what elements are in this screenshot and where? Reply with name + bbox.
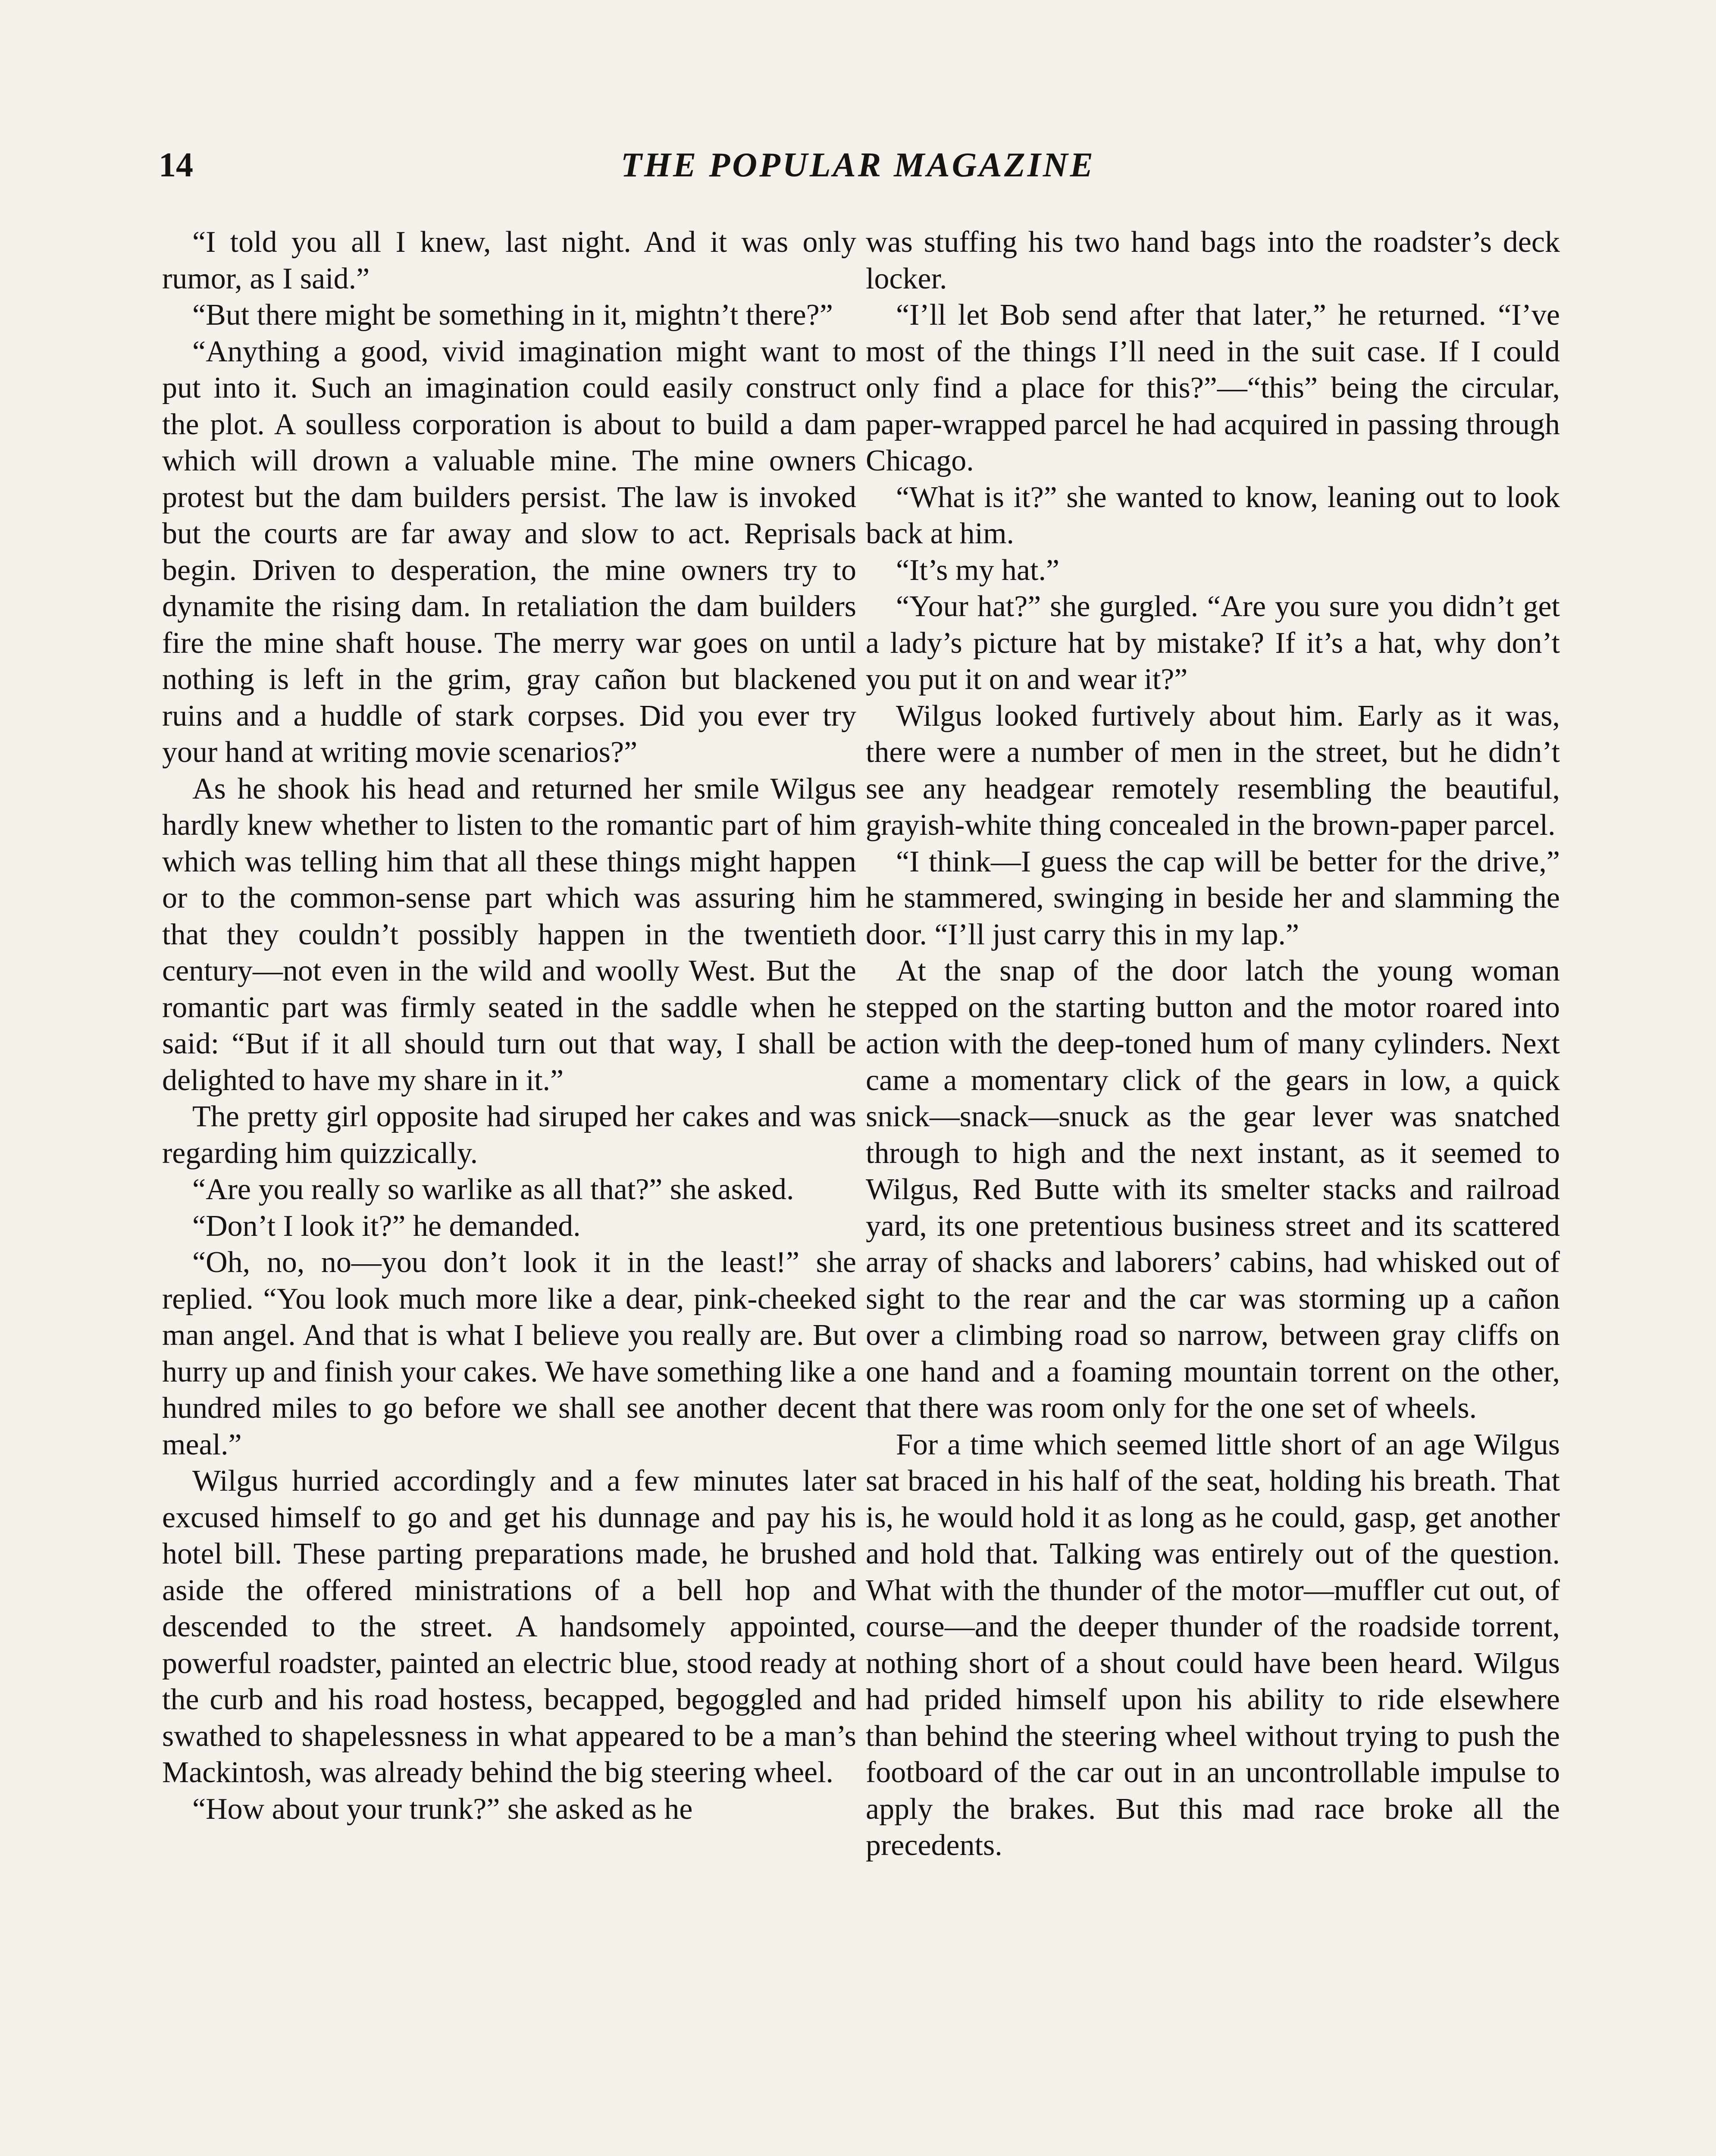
paragraph: At the snap of the door latch the young woman stepped on the starting button and the motor roared into action with the deep-toned hum of many cylinders. Next came a momentary click of the gears in low, a quick snick—snack—snuck as the gear lever was snatched through to high and the next instant, as it seemed to Wilgus, Red Butte with its smelter stacks and railroad yard, its one pretentious business street and its scattered array of shacks and laborers’ cabins, had whisked out of sight to the rear and the car was storming up a cañon over a climbing road so narrow, between gray cliffs on one hand and a foaming mountain torrent on the other, that there was room only for the one set of wheels. [866, 954, 1560, 1425]
paragraph: “How about your trunk?” she asked as he [192, 1792, 693, 1826]
paragraph-continued: was stuffing his two hand bags into the roadster’s deck locker. [866, 226, 1560, 295]
paragraph: Wilgus looked furtively about him. Early as it was, there were a number of men in the street, but he didn’t see any headgear remotely resembling the beautiful, grayish-white thing concealed in the brown-paper parcel. [866, 699, 1560, 842]
page-number: 14 [159, 146, 193, 184]
paragraph: “Don’t I look it?” he demanded. [192, 1209, 581, 1243]
paragraph: As he shook his head and returned her smile Wilgus hardly knew whether to listen to the romantic part of him which was telling him that all these things might happen or to the common-sense part which was assuring him that they couldn’t possibly happen in the twentieth century—not even in the wild and woolly West. But the romantic part was firmly seated in the saddle when he said: “But if it all should turn out that way, I shall be delighted to have my share in it.” [162, 772, 856, 1097]
paragraph: The pretty girl opposite had siruped her cakes and was regarding him quizzically. [162, 1100, 856, 1170]
paragraph: “I think—I guess the cap will be better for the drive,” he stammered, swinging in beside her and slamming the door. “I’ll just carry this in my lap.” [866, 845, 1560, 951]
paragraph: “I told you all I knew, last night. And it was only rumor, as I said.” [162, 226, 856, 295]
paragraph: “Your hat?” she gurgled. “Are you sure you didn’t get a lady’s picture hat by mistake? If it’s a hat, why don’t you put it on and wear it?” [866, 590, 1560, 696]
running-head: THE POPULAR MAGAZINE [620, 146, 1096, 184]
paragraph: “Are you really so warlike as all that?” she asked. [192, 1173, 794, 1206]
paragraph: Wilgus hurried accordingly and a few minutes later excused himself to go and get his dunnage and pay his hotel bill. These parting preparations made, he brushed aside the offered ministrations of a bell hop and descended to the street. A handsomely appointed, powerful roadster, painted an electric blue, stood ready at the curb and his road hostess, becapped, begoggled and swathed to shapelessness in what appeared to be a man’s Mackintosh, was already behind the big steering wheel. [162, 1464, 856, 1789]
right-column [866, 224, 1560, 2156]
paragraph: “Anything a good, vivid imagination might want to put into it. Such an imagination could easily construct the plot. A soulless corporation is about to build a dam which will drown a valuable mine. The mine owners protest but the dam builders persist. The law is invoked but the courts are far away and slow to act. Reprisals begin. Driven to desperation, the mine owners try to dynamite the rising dam. In retaliation the dam builders fire the mine shaft house. The merry war goes on until nothing is left in the grim, gray cañon but blackened ruins and a huddle of stark corpses. Did you ever try your hand at writing movie scenarios?” [162, 335, 856, 769]
left-column [162, 224, 856, 2156]
paragraph: “It’s my hat.” [896, 553, 1060, 587]
paragraph: “I’ll let Bob send after that later,” he returned. “I’ve most of the things I’ll need in the suit case. If I could only find a place for this?”—“this” being the circular, paper-wrapped parcel he had acquired in passing through Chicago. [866, 298, 1560, 477]
paragraph: “But there might be something in it, mightn’t there?” [192, 298, 833, 332]
paragraph: “Oh, no, no—you don’t look it in the least!” she replied. “You look much more like a dear, pink-cheeked man angel. And that is what I believe you really are. But hurry up and finish your cakes. We have something like a hundred miles to go before we shall see another decent meal.” [162, 1246, 856, 1461]
paragraph: “What is it?” she wanted to know, leaning out to look back at him. [866, 480, 1560, 550]
paragraph: For a time which seemed little short of an age Wilgus sat braced in his half of the seat, holding his breath. That is, he would hold it as long as he could, gasp, get another and hold that. Talking was entirely out of the question. What with the thunder of the motor—muffler cut out, of course—and the deeper thunder of the roadside torrent, nothing short of a shout could have been heard. Wilgus had prided himself upon his ability to ride elsewhere than behind the steering wheel without trying to push the footboard of the car out in an uncontrollable impulse to apply the brakes. But this mad race broke all the precedents. [866, 1428, 1560, 1862]
